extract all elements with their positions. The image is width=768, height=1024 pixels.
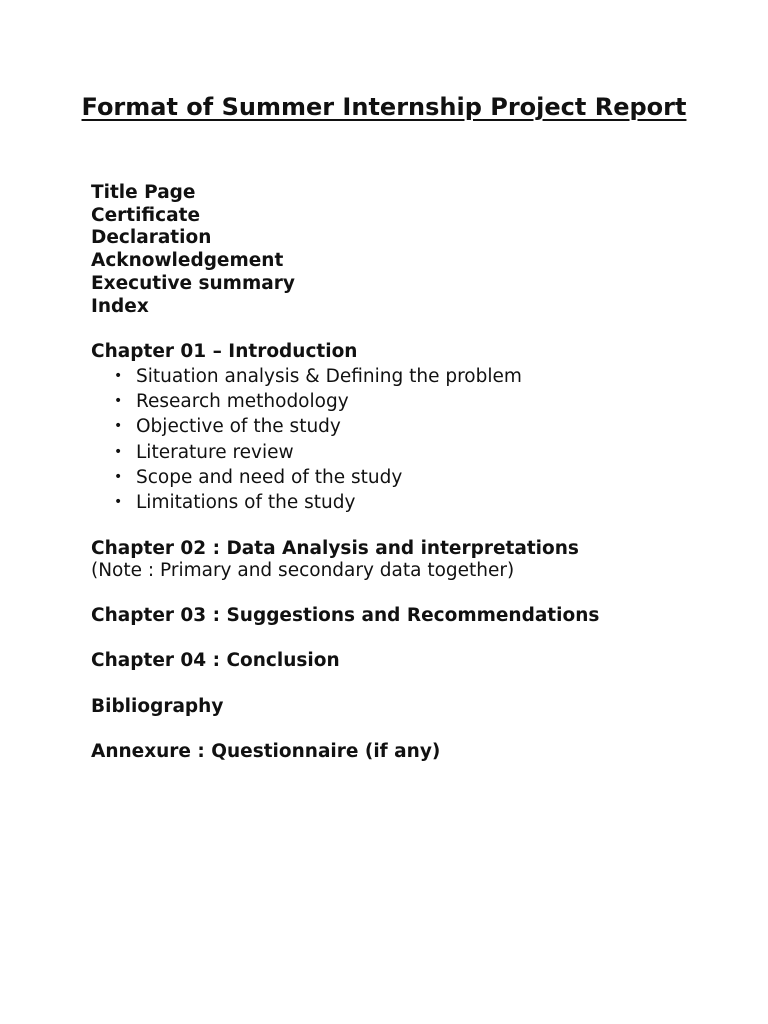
chapter-1-bullet-list	[112, 364, 522, 515]
list-item	[112, 490, 522, 515]
chapter-4-heading: Chapter 04 : Conclusion	[91, 650, 340, 671]
list-item-text: Literature review	[136, 441, 294, 463]
list-item-text: Limitations of the study	[136, 492, 356, 514]
chapter-2-heading: Chapter 02 : Data Analysis and interpretations	[91, 538, 579, 559]
list-item	[112, 389, 522, 414]
list-item	[112, 465, 522, 490]
bullet-icon: •	[114, 368, 123, 384]
front-matter-item: Declaration	[91, 227, 212, 249]
front-matter-item: Title Page	[91, 182, 196, 203]
list-item	[112, 364, 522, 389]
bullet-icon: •	[114, 443, 123, 460]
annexure-heading: Annexure : Questionnaire (if any)	[91, 741, 441, 762]
chapter-1-heading: Chapter 01 – Introduction	[91, 341, 358, 362]
front-matter-list	[91, 182, 295, 318]
list-item-text: Situation analysis & Defining the problem	[136, 366, 522, 387]
list-item-text: Research methodology	[136, 391, 349, 413]
list-item-text: Scope and need of the study	[136, 466, 403, 488]
front-matter-item: Acknowledgement	[91, 250, 284, 272]
list-item	[112, 414, 522, 439]
bullet-icon: •	[114, 494, 123, 511]
chapter-3-heading: Chapter 03 : Suggestions and Recommendations	[91, 605, 600, 626]
bullet-icon: •	[114, 393, 123, 410]
list-item-text: Objective of the study	[136, 416, 341, 438]
chapter-2-note: (Note : Primary and secondary data together)	[91, 560, 515, 581]
bibliography-heading: Bibliography	[91, 696, 224, 717]
document-title: Format of Summer Internship Project Report	[81, 93, 687, 121]
bullet-icon: •	[114, 468, 123, 485]
front-matter-item: Certificate	[91, 204, 200, 226]
front-matter-item: Index	[91, 295, 149, 317]
list-item	[112, 440, 522, 465]
bullet-icon: •	[114, 418, 123, 435]
front-matter-item: Executive summary	[91, 272, 295, 294]
